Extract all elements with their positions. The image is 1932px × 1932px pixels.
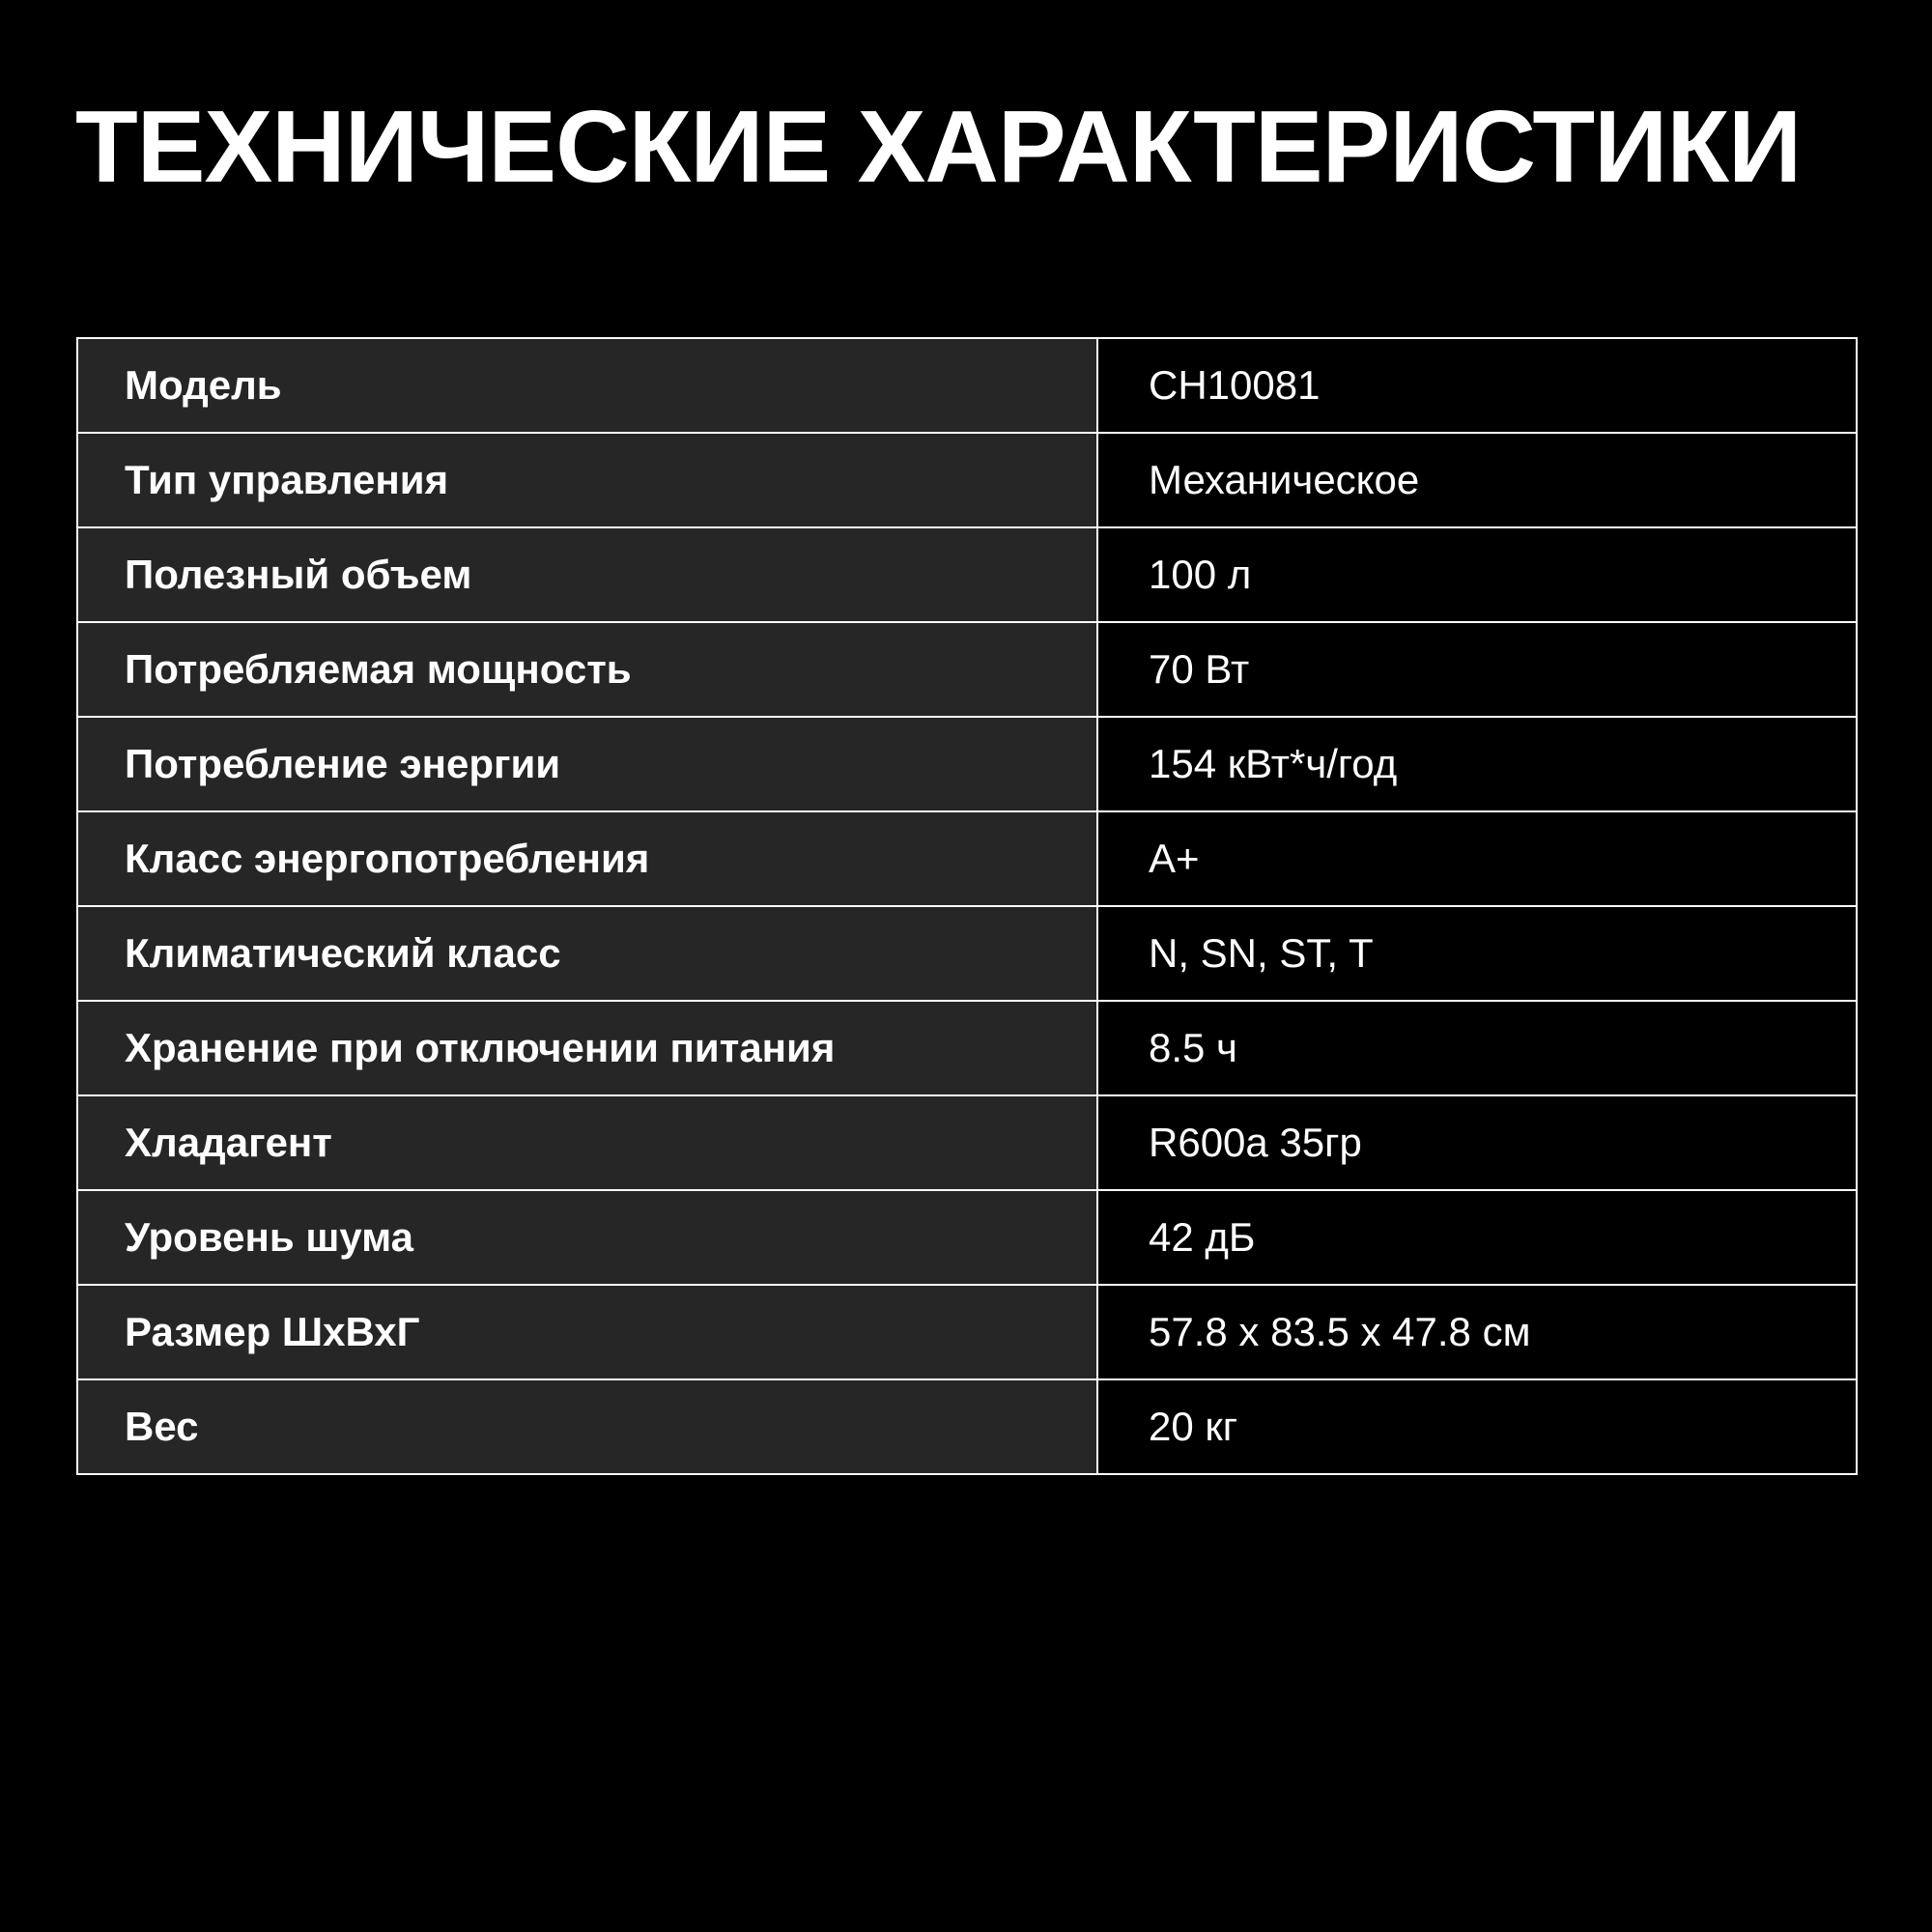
spec-value-power-off-storage: 8.5 ч bbox=[1097, 1001, 1857, 1095]
spec-value-dimensions: 57.8 х 83.5 х 47.8 см bbox=[1097, 1285, 1857, 1379]
table-row bbox=[77, 622, 1857, 717]
spec-label-weight: Вес bbox=[77, 1379, 1097, 1474]
spec-value-weight: 20 кг bbox=[1097, 1379, 1857, 1474]
table-row bbox=[77, 1001, 1857, 1095]
spec-label-volume: Полезный объем bbox=[77, 527, 1097, 622]
table-row bbox=[77, 338, 1857, 433]
table-row bbox=[77, 1190, 1857, 1285]
spec-label-energy-consumption: Потребление энергии bbox=[77, 717, 1097, 811]
table-row bbox=[77, 717, 1857, 811]
spec-value-model: CH10081 bbox=[1097, 338, 1857, 433]
spec-value-energy-class: А+ bbox=[1097, 811, 1857, 906]
spec-value-power: 70 Вт bbox=[1097, 622, 1857, 717]
table-row bbox=[77, 811, 1857, 906]
table-row bbox=[77, 1285, 1857, 1379]
spec-value-noise-level: 42 дБ bbox=[1097, 1190, 1857, 1285]
spec-value-climate-class: N, SN, ST, T bbox=[1097, 906, 1857, 1001]
table-row bbox=[77, 433, 1857, 527]
table-row bbox=[77, 906, 1857, 1001]
spec-label-noise-level: Уровень шума bbox=[77, 1190, 1097, 1285]
page-title: ТЕХНИЧЕСКИЕ ХАРАКТЕРИСТИКИ bbox=[75, 90, 1802, 204]
spec-label-power: Потребляемая мощность bbox=[77, 622, 1097, 717]
spec-label-dimensions: Размер ШхВхГ bbox=[77, 1285, 1097, 1379]
spec-value-refrigerant: R600a 35гр bbox=[1097, 1095, 1857, 1190]
spec-label-refrigerant: Хладагент bbox=[77, 1095, 1097, 1190]
spec-label-climate-class: Климатический класс bbox=[77, 906, 1097, 1001]
spec-label-control-type: Тип управления bbox=[77, 433, 1097, 527]
spec-value-energy-consumption: 154 кВт*ч/год bbox=[1097, 717, 1857, 811]
spec-label-power-off-storage: Хранение при отключении питания bbox=[77, 1001, 1097, 1095]
spec-label-model: Модель bbox=[77, 338, 1097, 433]
table-row bbox=[77, 1095, 1857, 1190]
spec-value-volume: 100 л bbox=[1097, 527, 1857, 622]
spec-table bbox=[76, 337, 1858, 1475]
spec-label-energy-class: Класс энергопотребления bbox=[77, 811, 1097, 906]
table-row bbox=[77, 527, 1857, 622]
spec-value-control-type: Механическое bbox=[1097, 433, 1857, 527]
table-row bbox=[77, 1379, 1857, 1474]
